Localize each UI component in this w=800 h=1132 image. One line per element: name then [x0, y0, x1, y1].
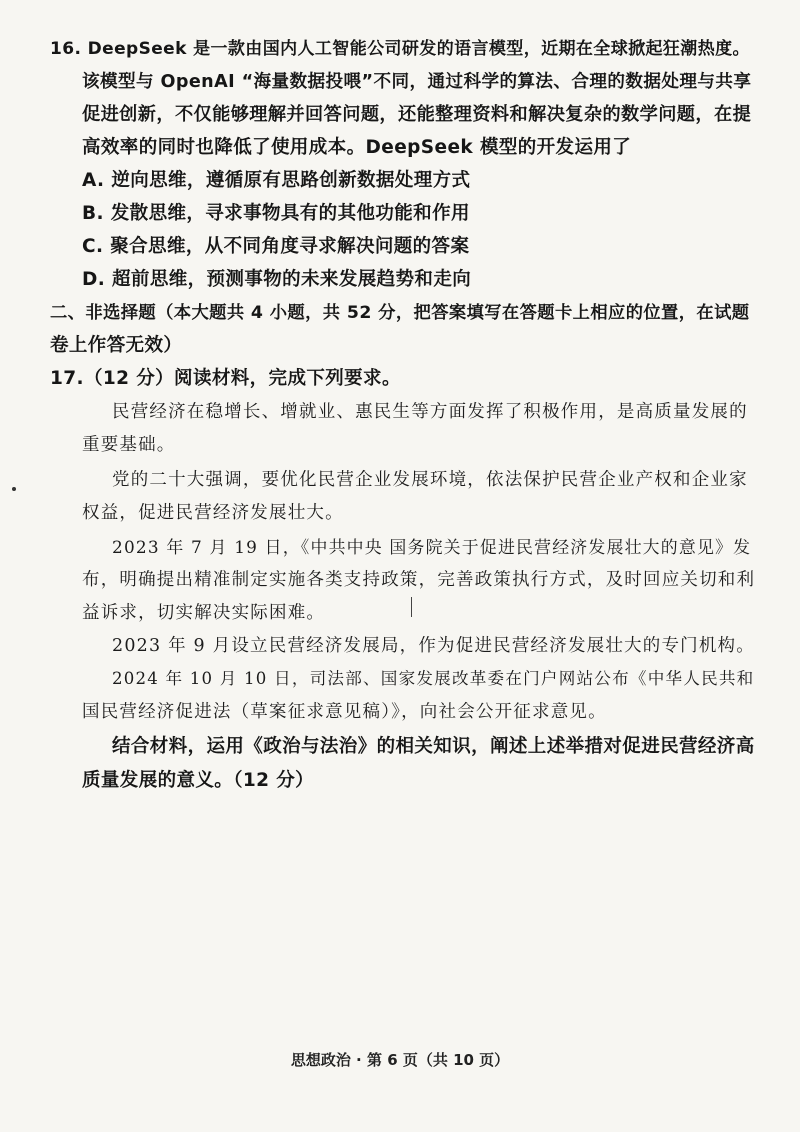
q16-option-c: C. 聚合思维，从不同角度寻求解决问题的答案 — [82, 236, 470, 257]
q17-material-line-3: 党的二十大强调，要优化民营企业发展环境，依法保护民营企业产权和企业家 — [112, 470, 748, 490]
scan-dot-mark — [12, 487, 16, 491]
section2-heading-line-2: 卷上作答无效） — [50, 335, 183, 356]
q17-material-line-10: 国民营经济促进法（草案征求意见稿）》，向社会公开征求意见。 — [82, 702, 607, 722]
q17-material-line-6: 布，明确提出精准制定实施各类支持政策，完善政策执行方式，及时回应关切和利 — [82, 570, 756, 590]
q16-stem-line-4: 高效率的同时也降低了使用成本。DeepSeek 模型的开发运用了 — [82, 137, 632, 158]
q17-material-line-4: 权益，促进民营经济发展壮大。 — [82, 503, 344, 523]
q17-material-line-9: 2024 年 10 月 10 日，司法部、国家发展改革委在门户网站公布《中华人民共和 — [112, 669, 755, 688]
q16-stem-line-2: 该模型与 OpenAI “海量数据投喂”不同，通过科学的算法、合理的数据处理与共享 — [82, 72, 752, 92]
q16-option-b: B. 发散思维，寻求事物具有的其他功能和作用 — [82, 203, 470, 224]
pen-stroke-mark — [411, 597, 412, 617]
page-footer: 思想政治 · 第 6 页（共 10 页） — [290, 1051, 510, 1069]
q16-option-a: A. 逆向思维，遵循原有思路创新数据处理方式 — [82, 170, 471, 191]
q17-material-line-7: 益诉求，切实解决实际困难。 — [82, 603, 326, 623]
q17-task-line-1: 结合材料，运用《政治与法治》的相关知识，阐述上述举措对促进民营经济高 — [112, 736, 755, 757]
q17-material-line-1: 民营经济在稳增长、增就业、惠民生等方面发挥了积极作用，是高质量发展的 — [112, 402, 748, 422]
q17-material-line-5: 2023 年 7 月 19 日，《中共中央 国务院关于促进民营经济发展壮大的意见》发 — [112, 537, 752, 557]
q16-stem-line-3: 促进创新，不仅能够理解并回答问题，还能整理资料和解决复杂的数学问题，在提 — [82, 104, 752, 125]
q17-task-line-2: 质量发展的意义。（12 分） — [82, 770, 315, 791]
q17-material-line-8: 2023 年 9 月设立民营经济发展局，作为促进民营经济发展壮大的专门机构。 — [112, 636, 755, 656]
q16-option-d: D. 超前思维，预测事物的未来发展趋势和走向 — [82, 269, 472, 290]
q17-material-line-2: 重要基础。 — [82, 435, 176, 455]
section2-heading-line-1: 二、非选择题（本大题共 4 小题，共 52 分，把答案填写在答题卡上相应的位置，在试题 — [50, 303, 750, 323]
q16-stem-line-1: 16. DeepSeek 是一款由国内人工智能公司研发的语言模型，近期在全球掀起狂潮热度。 — [50, 39, 750, 59]
q17-header: 17.（12 分）阅读材料，完成下列要求。 — [50, 368, 401, 389]
